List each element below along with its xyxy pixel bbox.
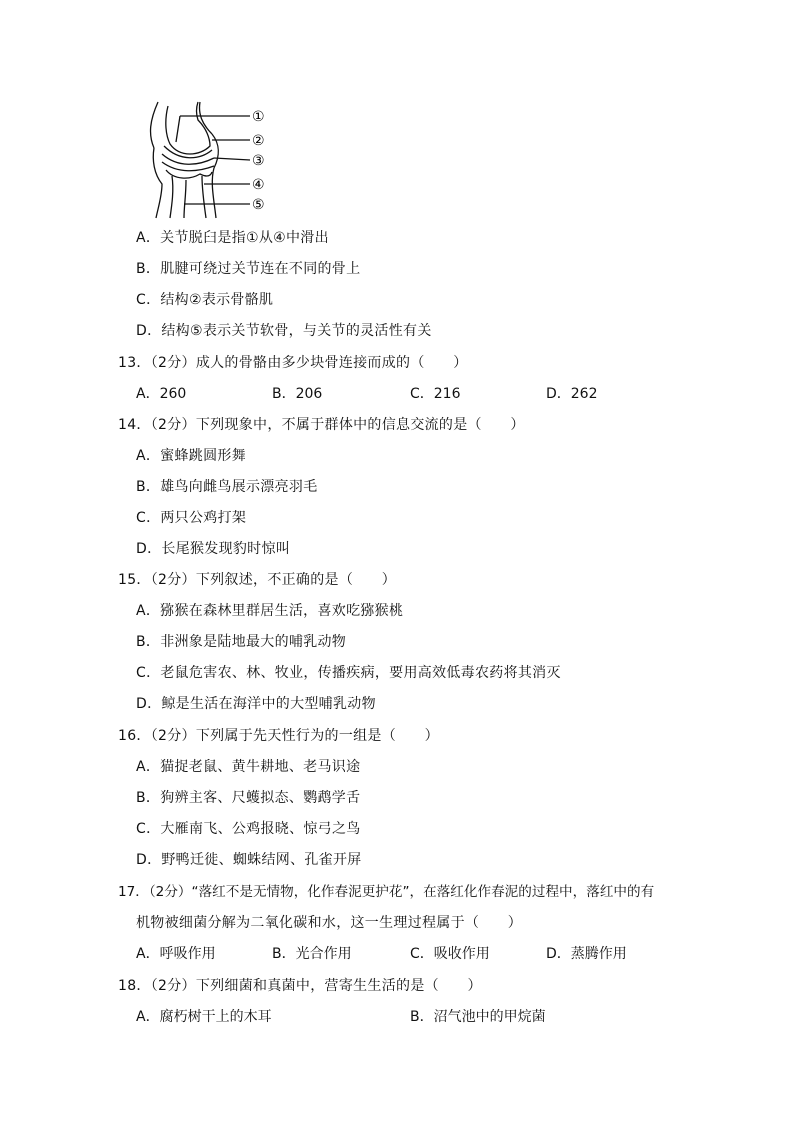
q16-stem: 16．（2分）下列属于先天性行为的一组是（ ） — [118, 728, 439, 744]
q15-option-d: D．鲸是生活在海洋中的大型哺乳动物 — [136, 696, 376, 712]
q17-option-c: C．吸收作用 — [410, 946, 490, 962]
q13-stem: 13．（2分）成人的骨骼由多少块骨连接而成的（ ） — [118, 355, 468, 371]
q12-option-b: B．肌腱可绕过关节连在不同的骨上 — [136, 261, 361, 277]
q14-option-a: A．蜜蜂跳圆形舞 — [136, 448, 246, 464]
joint-capsule-left — [153, 148, 162, 218]
q14-option-b: B．雄鸟向雌鸟展示漂亮羽毛 — [136, 479, 318, 495]
q13-option-a: A．260 — [136, 386, 187, 402]
label-1: ① — [252, 109, 265, 125]
joint-capsule-right — [212, 134, 218, 218]
label-5: ⑤ — [252, 197, 265, 213]
cartilage-upper — [164, 146, 212, 158]
q17-option-d: D．蒸腾作用 — [546, 946, 627, 962]
q14-option-c: C．两只公鸡打架 — [136, 510, 247, 526]
q14-stem: 14．（2分）下列现象中，不属于群体中的信息交流的是（ ） — [118, 417, 525, 433]
q16-option-c: C．大雁南飞、公鸡报晓、惊弓之鸟 — [136, 821, 361, 837]
q18-option-b: B．沼气池中的甲烷菌 — [410, 1009, 546, 1025]
label-3: ③ — [252, 153, 265, 169]
q13-option-d: D．262 — [546, 386, 598, 402]
q16-option-b: B．狗辨主客、尺蠖拟态、鹦鹉学舌 — [136, 790, 361, 806]
q13-option-c: C．216 — [410, 386, 461, 402]
q12-option-a: A．关节脱臼是指①从④中滑出 — [136, 230, 329, 246]
lower-bone-right-wall — [202, 176, 206, 218]
joint-cavity-lower — [162, 162, 214, 171]
label-4: ④ — [252, 177, 265, 193]
upper-bone-head — [166, 102, 210, 154]
lower-bone-inner — [184, 180, 186, 218]
q14-option-d: D．长尾猴发现豹时惊叫 — [136, 541, 291, 557]
q15-option-c: C．老鼠危害农、林、牧业，传播疾病，要用高效低毒农药将其消灭 — [136, 665, 561, 681]
joint-diagram — [140, 100, 280, 220]
leader-line-3 — [214, 158, 250, 160]
q17-option-b: B．光合作用 — [272, 946, 352, 962]
q15-stem: 15．（2分）下列叙述，不正确的是（ ） — [118, 572, 397, 588]
q17-option-a: A．呼吸作用 — [136, 946, 216, 962]
q18-option-a: A．腐朽树干上的木耳 — [136, 1009, 272, 1025]
q18-stem: 18．（2分）下列细菌和真菌中，营寄生生活的是（ ） — [118, 978, 482, 994]
joint-cavity-upper — [162, 154, 214, 164]
leader-line-1 — [176, 116, 180, 142]
q16-option-a: A．猫捉老鼠、黄牛耕地、老马识途 — [136, 759, 361, 775]
label-2: ② — [252, 133, 265, 149]
q15-option-a: A．猕猴在森林里群居生活，喜欢吃猕猴桃 — [136, 603, 404, 619]
q12-option-d: D．结构⑤表示关节软骨，与关节的灵活性有关 — [136, 323, 432, 339]
q13-option-b: B．206 — [272, 386, 323, 402]
q17-stem-line1: 17．（2分）“落红不是无情物，化作春泥更护花”，在落红化作春泥的过程中，落红中的有 — [118, 884, 655, 900]
q16-option-d: D．野鸭迁徙、蜘蛛结网、孔雀开屏 — [136, 852, 362, 868]
q15-option-b: B．非洲象是陆地最大的哺乳动物 — [136, 634, 347, 650]
q17-stem-line2: 机物被细菌分解为二氧化碳和水，这一生理过程属于（ ） — [136, 915, 523, 931]
upper-bone-left-wall — [151, 102, 158, 148]
q12-option-c: C．结构②表示骨骼肌 — [136, 292, 274, 308]
lower-bone-left-wall — [170, 176, 173, 218]
